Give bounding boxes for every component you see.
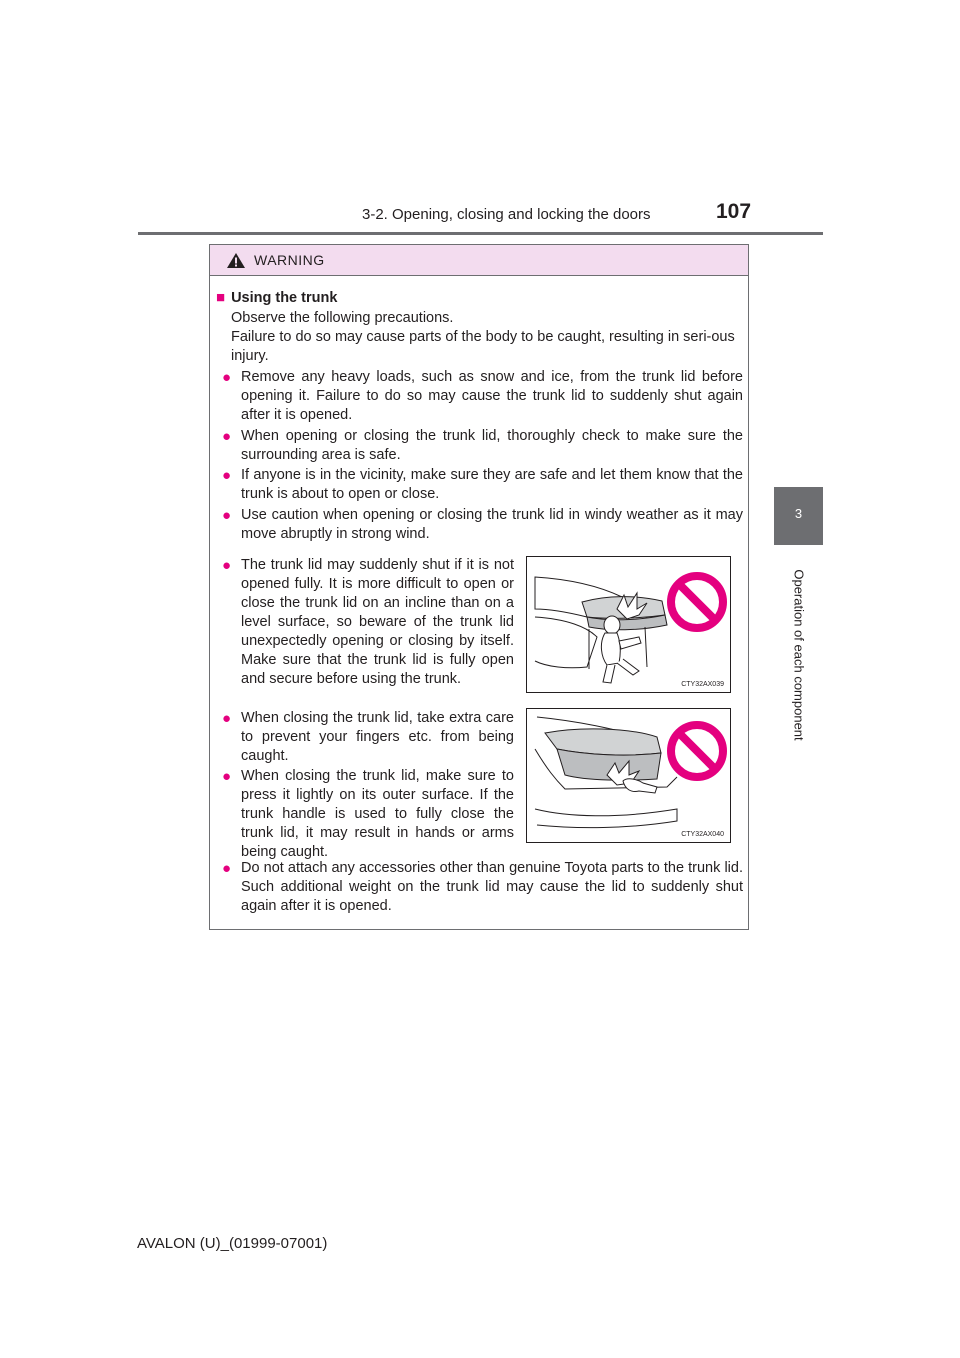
warning-triangle-icon — [226, 252, 246, 269]
car-trunk-hand-icon — [527, 709, 730, 842]
bullet-dot-icon: ● — [222, 467, 232, 484]
bullet-dot-icon: ● — [222, 710, 232, 727]
bullet-dot-icon: ● — [222, 369, 232, 386]
square-bullet-icon: ■ — [216, 289, 226, 306]
bullet-dot-icon: ● — [222, 428, 232, 445]
warning-bullet-text: If anyone is in the vicinity, make sure they are safe and let them know that the trunk is about to open or close. — [241, 467, 743, 502]
warning-bullet — [222, 466, 743, 504]
warning-bullet-text: Use caution when opening or closing the trunk lid in windy weather as it may move abruptly in strong wind. — [241, 507, 743, 542]
intro-line: Observe the following precautions. — [231, 310, 454, 326]
bullet-dot-icon: ● — [222, 557, 232, 574]
figure-code: CTY32AX039 — [681, 681, 724, 688]
warning-label: WARNING — [254, 252, 325, 268]
trunk-lid-shut-illustration — [526, 556, 731, 693]
bullet-dot-icon: ● — [222, 860, 232, 877]
warning-box — [209, 244, 749, 930]
warning-intro — [231, 309, 741, 366]
warning-header — [210, 245, 748, 276]
warning-bullet — [222, 767, 514, 862]
warning-bullet-text: The trunk lid may suddenly shut if it is not opened fully. It is more difficult to open or close the trunk lid on an incline than on a level surface, so beware of the trunk lid unexpectedly opening or closing by itself. Make sure that the trunk lid is fully open and secure before using the trunk. — [241, 557, 514, 687]
warning-bullet — [222, 368, 743, 425]
chapter-tab — [774, 487, 823, 545]
car-trunk-person-icon — [527, 557, 730, 692]
warning-section-title-text: Using the trunk — [231, 290, 338, 306]
trunk-lid-fingers-illustration — [526, 708, 731, 843]
warning-section-title — [216, 289, 337, 306]
warning-bullet-text: Do not attach any accessories other than genuine Toyota parts to the trunk lid. Such additional weight on the trunk lid may cause the lid to suddenly shut again after it is opened. — [241, 860, 743, 914]
figure-code: CTY32AX040 — [681, 831, 724, 838]
page-number: 107 — [716, 200, 752, 223]
warning-bullet-text: When closing the trunk lid, take extra care to prevent your fingers etc. from being caught. — [241, 710, 514, 764]
bullet-dot-icon: ● — [222, 507, 232, 524]
warning-bullet-text: When opening or closing the trunk lid, thoroughly check to make sure the surrounding area is safe. — [241, 428, 743, 463]
section-header-title: 3-2. Opening, closing and locking the doors — [362, 206, 651, 223]
warning-bullet — [222, 859, 743, 916]
intro-line: Failure to do so may cause parts of the body to be caught, resulting in seri-ous injury. — [231, 329, 735, 364]
warning-bullet-text: When closing the trunk lid, make sure to press it lightly on its outer surface. If the trunk handle is used to fully close the trunk lid, it may result in hands or arms being caught. — [241, 768, 514, 860]
warning-bullet — [222, 556, 514, 689]
bullet-dot-icon: ● — [222, 768, 232, 785]
warning-bullet — [222, 506, 743, 544]
header-rule — [138, 232, 823, 235]
chapter-number: 3 — [794, 506, 803, 521]
model-code: AVALON (U)_(01999-07001) — [137, 1235, 328, 1252]
warning-bullet — [222, 427, 743, 465]
warning-bullet — [222, 709, 514, 766]
chapter-label: Operation of each component — [791, 569, 807, 741]
warning-bullet-text: Remove any heavy loads, such as snow and ice, from the trunk lid before opening it. Failure to do so may cause the trunk lid to suddenly shut again after it is opened. — [241, 369, 743, 423]
